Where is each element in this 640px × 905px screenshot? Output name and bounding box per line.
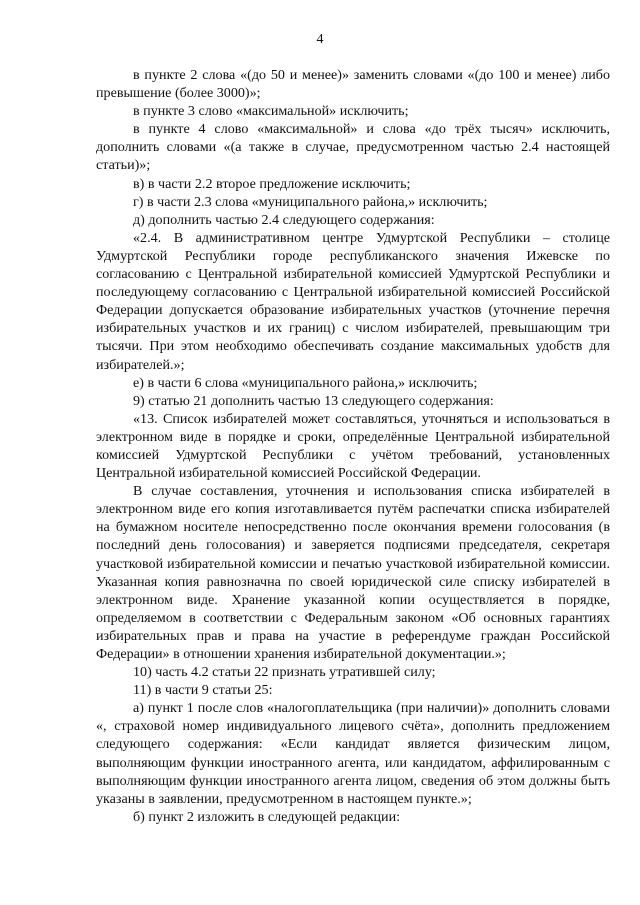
paragraph-15: б) пункт 2 изложить в следующей редакции: (133, 808, 401, 825)
paragraph-11: В случае составления, уточнения и использования списка избирателей в электронном виде его копия изготавливается путём распечатки списка избирателей на бумажном носителе непосредственно после окончания времени голосования (в последний день голосования) и заверяется подписями председателя, секретаря участковой избирательной комиссии и печатью участковой избирательной комиссии. Указанная копия равнозначна по своей юридической силе списку избирателей в электронном виде. Хранение указанной копии осуществляется в порядке, определяемом в соответствии с Федеральным законом «Об основных гарантиях избирательных прав и права на участие в референдуме граждан Российской Федерации» в отношении хранения избирательной документации.»; (96, 483, 610, 662)
paragraph-14: а) пункт 1 после слов «налогоплательщика (при наличии)» дополнить словами «, страховой номер индивидуального лицевого счёта», дополнить предложением следующего содержания: «Если кандидат является физическим лицом, выполняющим функции иностранного агента, или кандидатом, аффилированным с выполняющим функции иностранного агента лицом, сведения об этом должны быть указаны в заявлении, предусмотренном в настоящем пункте.»; (96, 700, 610, 807)
paragraph-10: «13. Список избирателей может составляться, уточняться и использоваться в электронном виде в порядке и сроки, определённые Центральной избирательной комиссией Удмуртской Республики с учётом требований, установленных Центральной избирательной комиссией Российской Федерации. (96, 410, 610, 482)
paragraph-7: «2.4. В административном центре Удмуртской Республики – столице Удмуртской Республики городе республиканского значения Ижевске по согласованию с Центральной избирательной комиссией Удмуртской Республики и последующему согласованию с Центральной избирательной комиссией Российской Федерации допускается образование избирательных участков (уточнение перечня избирательных участков и их границ) с числом избирателей, превышающим три тысячи. При этом необходимо обеспечивать создание максимальных удобств для избирателей.»; (96, 229, 610, 373)
paragraph-4: в) в части 2.2 второе предложение исключить; (133, 175, 411, 192)
document-body (96, 66, 610, 826)
paragraph-9: 9) статью 21 дополнить частью 13 следующего содержания: (133, 392, 494, 409)
paragraph-3: в пункте 4 слово «максимальной» и слова «до трёх тысяч» исключить, дополнить словами «(а также в случае, предусмотренном частью 2.4 настоящей статьи)»; (96, 121, 610, 174)
paragraph-5: г) в части 2.3 слова «муниципального района,» исключить; (133, 193, 488, 210)
paragraph-6: д) дополнить частью 2.4 следующего содержания: (133, 211, 435, 228)
page-number: 4 (316, 32, 324, 47)
paragraph-13: 11) в части 9 статьи 25: (133, 682, 273, 699)
paragraph-1: в пункте 2 слова «(до 50 и менее)» заменить словами «(до 100 и менее) либо превышение (более 3000)»; (96, 67, 610, 102)
paragraph-12: 10) часть 4.2 статьи 22 признать утратившей силу; (133, 664, 436, 681)
paragraph-2: в пункте 3 слово «максимальной» исключить; (133, 103, 409, 120)
paragraph-8: е) в части 6 слова «муниципального района,» исключить; (133, 374, 478, 391)
